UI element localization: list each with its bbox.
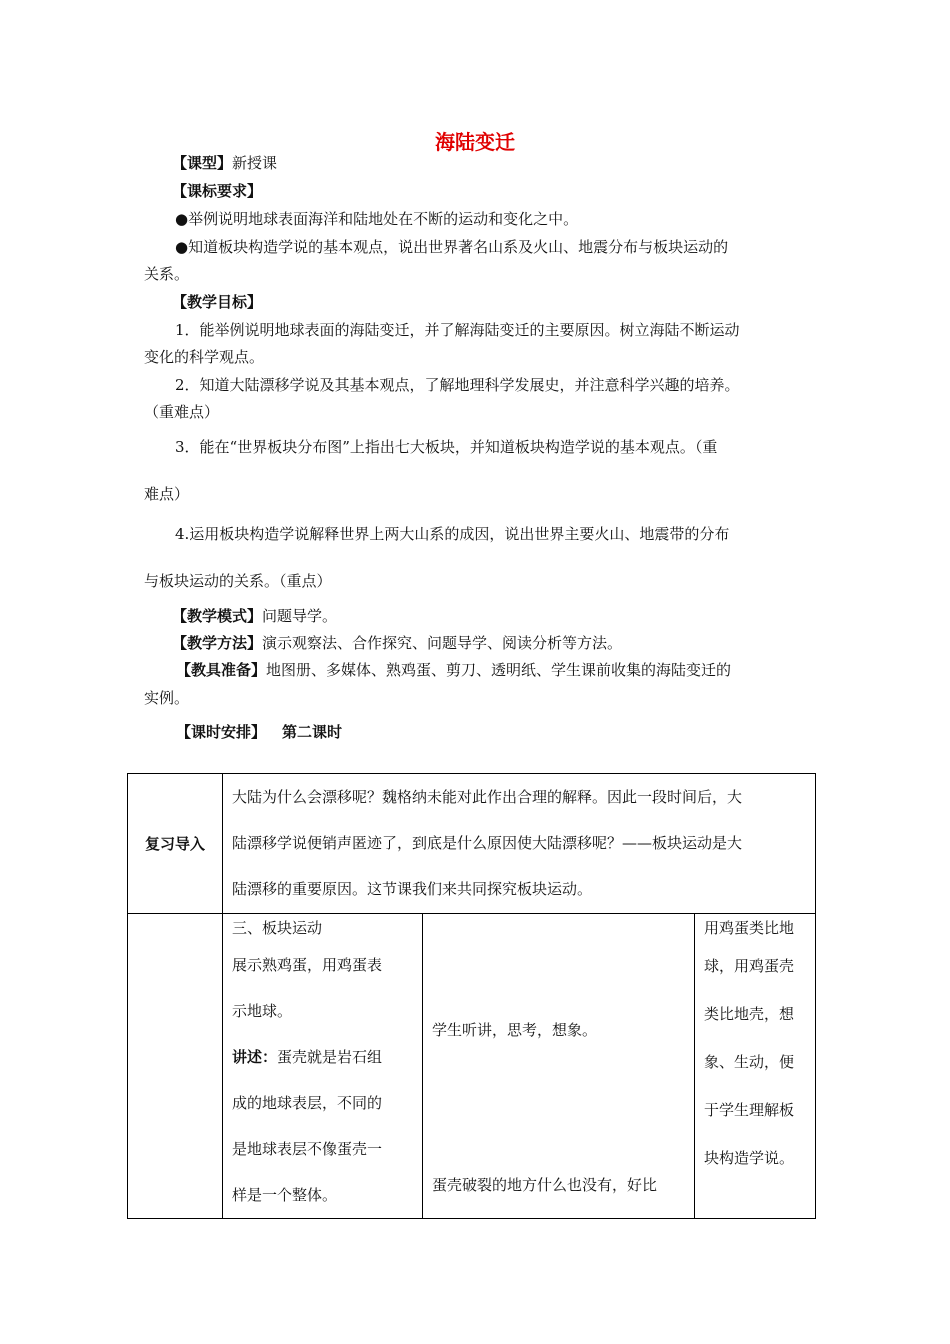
objective-2-cont: （重难点） (144, 403, 220, 421)
teaching-method-label: 【教学方法】 (172, 634, 263, 652)
curriculum-label: 【课标要求】 (172, 182, 263, 200)
teaching-tools-cont: 实例。 (144, 689, 190, 707)
objective-3: 3．能在“世界板块分布图”上指出七大板块，并知道板块构造学说的基本观点。（重 (175, 438, 718, 456)
lesson-type-value: 新授课 (232, 154, 278, 172)
review-content-cell (223, 774, 816, 914)
teacher-activity-cell (223, 914, 423, 1219)
curriculum-item-2-cont: 关系。 (144, 265, 190, 283)
review-label-cell (128, 774, 223, 914)
student-line-2: 蛋壳破裂的地方什么也没有，好比 (432, 1176, 658, 1194)
teaching-tools-line (176, 659, 731, 681)
teaching-mode-label: 【教学模式】 (172, 607, 263, 625)
activity-row (128, 914, 816, 1219)
schedule-line (176, 721, 342, 743)
review-row (128, 774, 816, 914)
teaching-mode-value: 问题导学。 (262, 607, 338, 625)
teacher-narration-label: 讲述： (232, 1048, 278, 1066)
schedule-value: 第二课时 (282, 723, 343, 741)
teaching-method-line (172, 632, 622, 654)
teacher-line-6: 是地球表层不像蛋壳一 (232, 1140, 383, 1158)
intent-line-5: 于学生理解板 (704, 1101, 795, 1119)
intent-line-1: 用鸡蛋类比地 (704, 919, 795, 937)
student-activity-cell (423, 914, 695, 1219)
teacher-line-1: 三、板块运动 (232, 919, 323, 937)
curriculum-item-2: ●知道板块构造学说的基本观点，说出世界著名山系及火山、地震分布与板块运动的 (175, 238, 729, 256)
objectives-label: 【教学目标】 (172, 293, 263, 311)
objective-4-cont: 与板块运动的关系。（重点） (144, 572, 332, 590)
teacher-line-7: 样是一个整体。 (232, 1186, 338, 1204)
lesson-table (127, 773, 816, 1219)
review-line-1: 大陆为什么会漂移呢？魏格纳未能对此作出合理的解释。因此一段时间后，大 (232, 788, 743, 806)
teaching-tools-value: 地图册、多媒体、熟鸡蛋、剪刀、透明纸、学生课前收集的海陆变迁的 (266, 661, 732, 679)
objective-2: 2．知道大陆漂移学说及其基本观点，了解地理科学发展史，并注意科学兴趣的培养。 (175, 376, 740, 394)
teaching-method-value: 演示观察法、合作探究、问题导学、阅读分析等方法。 (262, 634, 623, 652)
review-line-3: 陆漂移的重要原因。这节课我们来共同探究板块运动。 (232, 880, 593, 898)
teaching-tools-label: 【教具准备】 (176, 661, 267, 679)
teacher-line-3: 示地球。 (232, 1002, 293, 1020)
intent-line-2: 球，用鸡蛋壳 (704, 957, 795, 975)
intent-line-4: 象、生动，便 (704, 1053, 795, 1071)
schedule-label: 【课时安排】 (176, 723, 267, 741)
document-title: 海陆变迁 (435, 130, 515, 154)
objective-4: 4.运用板块构造学说解释世界上两大山系的成因，说出世界主要火山、地震带的分布 (175, 525, 730, 543)
objective-1-cont: 变化的科学观点。 (144, 348, 265, 366)
review-line-2: 陆漂移学说便销声匿迹了，到底是什么原因使大陆漂移呢？——板块运动是大 (232, 834, 743, 852)
objective-3-cont: 难点） (144, 485, 190, 503)
teacher-line-2: 展示熟鸡蛋，用鸡蛋表 (232, 956, 383, 974)
teacher-line-4 (232, 1034, 413, 1080)
teaching-mode-line (172, 605, 337, 627)
lesson-type-label: 【课型】 (172, 154, 233, 172)
review-label: 复习导入 (144, 835, 205, 853)
teacher-narration-text: 蛋壳就是岩石组 (277, 1048, 383, 1066)
design-intent-cell (695, 914, 816, 1219)
student-line-1: 学生听讲，思考，想象。 (432, 1021, 598, 1039)
teacher-line-5: 成的地球表层，不同的 (232, 1094, 383, 1112)
lesson-type-line (172, 152, 277, 174)
objective-1: 1．能举例说明地球表面的海陆变迁，并了解海陆变迁的主要原因。树立海陆不断运动 (175, 321, 740, 339)
intent-line-6: 块构造学说。 (704, 1149, 795, 1167)
intent-line-3: 类比地壳，想 (704, 1005, 795, 1023)
curriculum-item-1: ●举例说明地球表面海洋和陆地处在不断的运动和变化之中。 (175, 210, 579, 228)
activity-empty-cell (128, 914, 223, 1219)
